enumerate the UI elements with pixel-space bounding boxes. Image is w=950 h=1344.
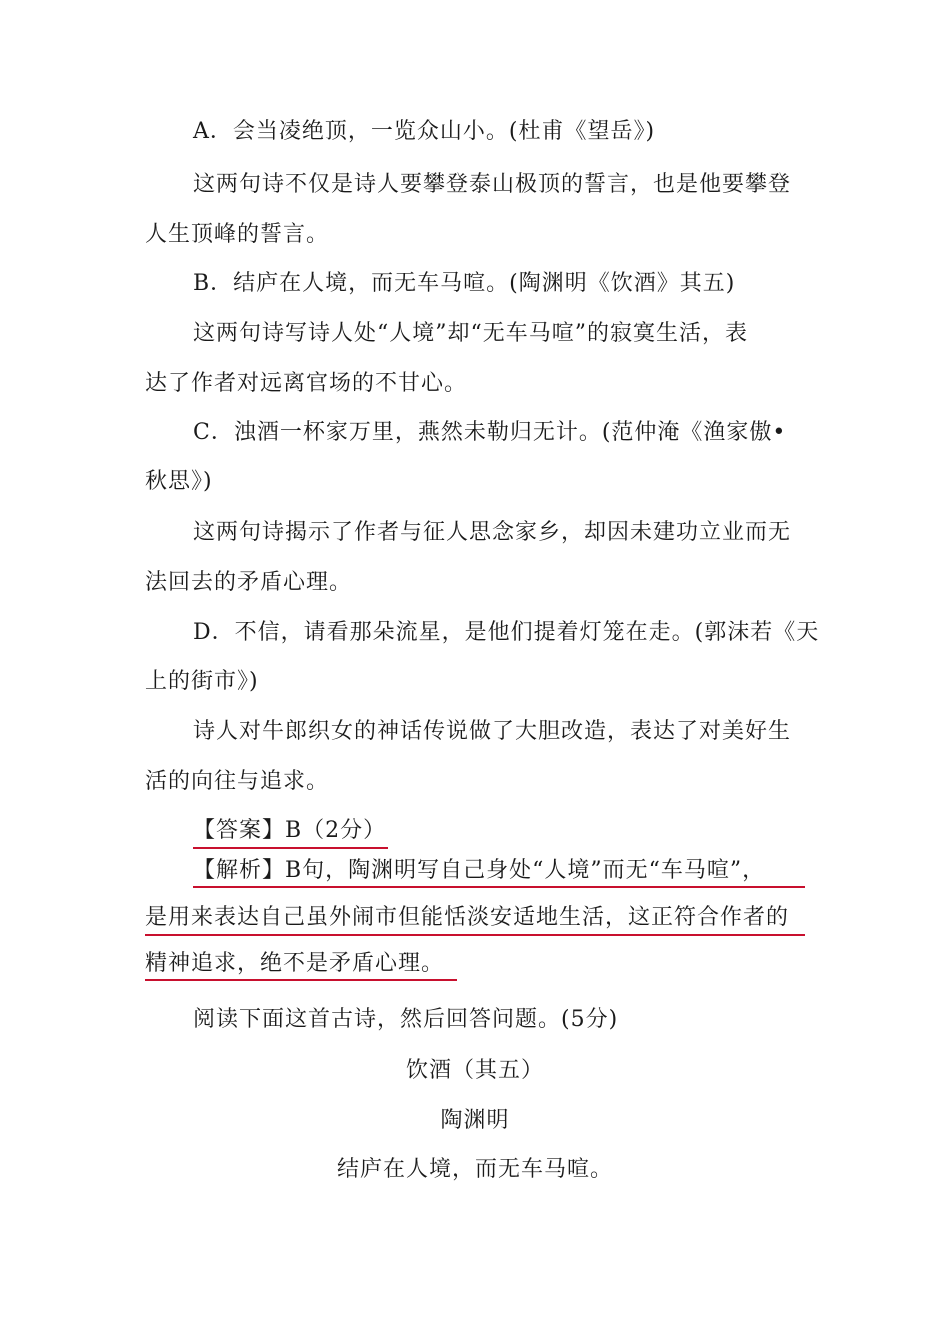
- option-d-question-line-1: D．不信，请看那朵流星，是他们提着灯笼在走。(郭沫若《天: [193, 620, 820, 645]
- option-c-explanation-line-2: 法回去的矛盾心理。: [145, 570, 353, 595]
- analysis-underline-2: [145, 934, 805, 936]
- answer-line: 【答案】B（2分）: [193, 818, 387, 843]
- poem-title: 饮酒（其五）: [405, 1058, 544, 1083]
- option-d-explanation-line-2: 活的向往与追求。: [145, 769, 330, 794]
- option-c-question-line-1: C．浊酒一杯家万里，燕然未勒归无计。(范仲淹《渔家傲•: [193, 420, 787, 445]
- answer-underline: [193, 847, 388, 849]
- analysis-line-2: 是用来表达自己虽外闹市但能恬淡安适地生活，这正符合作者的: [145, 905, 790, 930]
- analysis-underline-1: [193, 886, 805, 888]
- option-c-explanation-line-1: 这两句诗揭示了作者与征人思念家乡，却因未建功立业而无: [193, 520, 792, 545]
- option-d-explanation-line-1: 诗人对牛郎织女的神话传说做了大胆改造，表达了对美好生: [193, 719, 792, 744]
- option-a-explanation-line-2: 人生顶峰的誓言。: [145, 222, 330, 247]
- option-b-question: B．结庐在人境，而无车马喧。(陶渊明《饮酒》其五): [193, 271, 736, 296]
- poem-author: 陶渊明: [440, 1108, 510, 1133]
- option-b-explanation-line-1: 这两句诗写诗人处“人境”却“无车马喧”的寂寞生活，表: [193, 321, 748, 346]
- poem-first-line: 结庐在人境，而无车马喧。: [336, 1157, 613, 1182]
- next-question-prompt: 阅读下面这首古诗，然后回答问题。(5分): [193, 1007, 619, 1032]
- analysis-line-3: 精神追求，绝不是矛盾心理。: [145, 951, 445, 976]
- option-b-explanation-line-2: 达了作者对远离官场的不甘心。: [145, 371, 468, 396]
- option-a-question: A．会当凌绝顶，一览众山小。(杜甫《望岳》): [193, 119, 656, 144]
- option-a-explanation-line-1: 这两句诗不仅是诗人要攀登泰山极顶的誓言，也是他要攀登: [193, 172, 792, 197]
- analysis-line-1: 【解析】B句，陶渊明写自己身处“人境”而无“车马喧”，: [193, 858, 766, 883]
- option-c-question-line-2: 秋思》): [145, 469, 213, 494]
- option-d-question-line-2: 上的街市》): [145, 669, 259, 694]
- analysis-underline-3: [145, 979, 457, 981]
